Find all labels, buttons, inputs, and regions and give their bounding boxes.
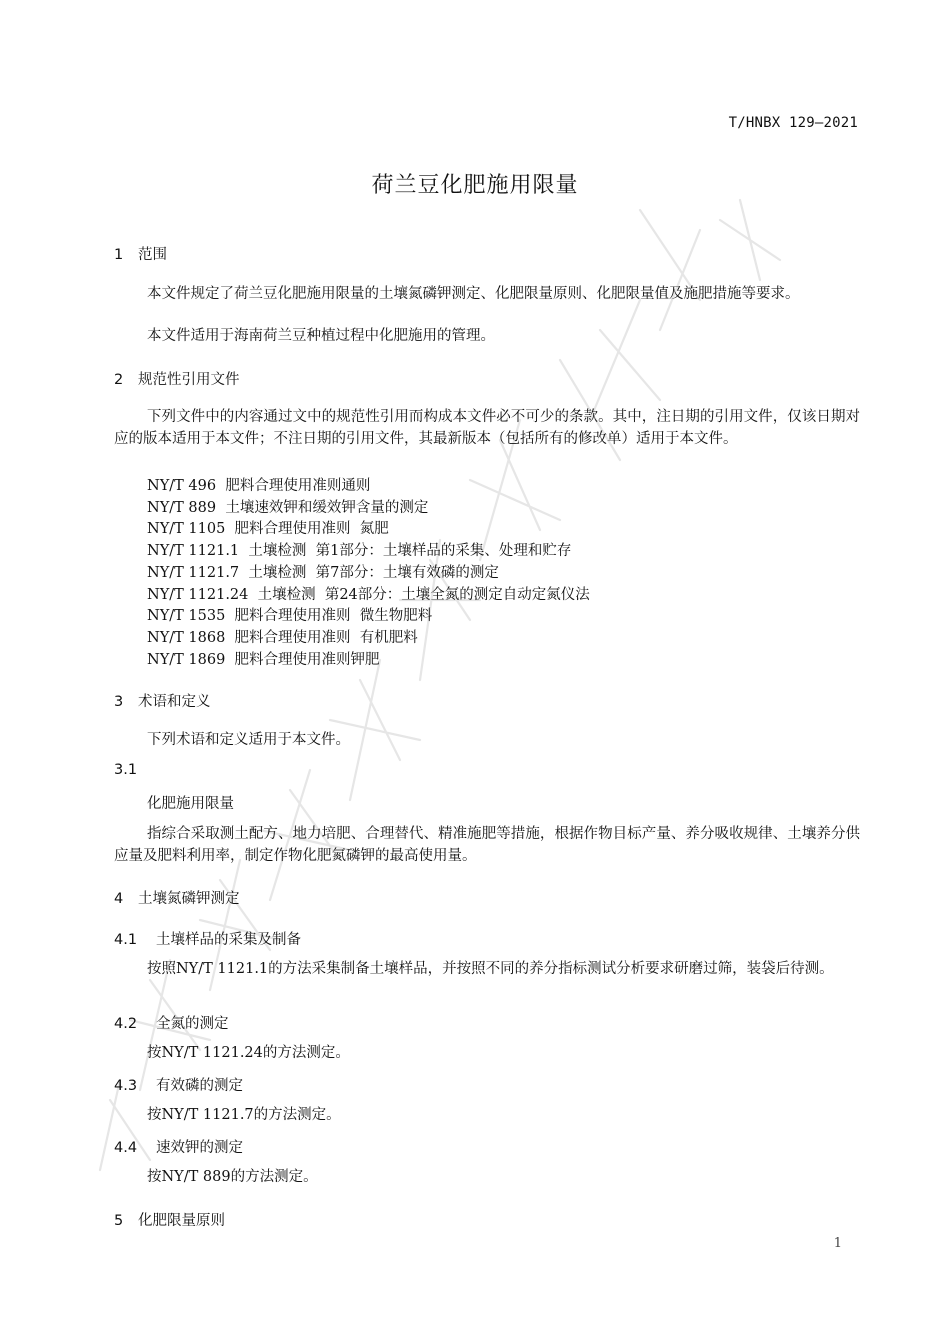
section-number: 3 xyxy=(114,694,124,710)
section-5-heading xyxy=(114,1209,225,1230)
subsection-number: 4.1 xyxy=(114,932,138,948)
subsection-title: 全氮的测定 xyxy=(156,1016,229,1032)
reference-item: NY/T 1868 肥料合理使用准则 有机肥料 xyxy=(147,630,418,646)
section-number: 2 xyxy=(114,372,124,388)
paragraph: 按NY/T 1121.7的方法测定。 xyxy=(147,1107,341,1123)
paragraph: 按NY/T 1121.24的方法测定。 xyxy=(147,1045,350,1061)
section-title: 术语和定义 xyxy=(138,694,211,710)
section-number: 1 xyxy=(114,247,124,263)
section-number: 4 xyxy=(114,891,124,907)
section-title: 范围 xyxy=(138,247,167,263)
subsection-4-4-heading xyxy=(114,1136,243,1157)
subsection-number: 4.4 xyxy=(114,1140,138,1156)
reference-item: NY/T 1121.7 土壤检测 第7部分：土壤有效磷的测定 xyxy=(147,565,499,581)
paragraph: 按照NY/T 1121.1的方法采集制备土壤样品，并按照不同的养分指标测试分析要求研磨过筛，装袋后待测。 xyxy=(147,961,834,977)
subsection-number: 4.3 xyxy=(114,1078,138,1094)
reference-item: NY/T 1105 肥料合理使用准则 氮肥 xyxy=(147,521,389,537)
term-number: 3.1 xyxy=(114,762,138,778)
section-1-heading xyxy=(114,243,167,264)
section-3-heading xyxy=(114,690,211,711)
subsection-number: 4.2 xyxy=(114,1016,138,1032)
reference-item: NY/T 1121.24 土壤检测 第24部分：土壤全氮的测定自动定氮仪法 xyxy=(147,587,590,603)
section-4-heading xyxy=(114,887,240,908)
reference-item: NY/T 889 土壤速效钾和缓效钾含量的测定 xyxy=(147,500,429,516)
section-title: 化肥限量原则 xyxy=(138,1213,225,1229)
paragraph: 本文件适用于海南荷兰豆种植过程中化肥施用的管理。 xyxy=(147,328,495,344)
document-title: 荷兰豆化肥施用限量 xyxy=(371,173,579,198)
page-number: 1 xyxy=(833,1236,842,1251)
section-number: 5 xyxy=(114,1213,124,1229)
reference-item: NY/T 1121.1 土壤检测 第1部分：土壤样品的采集、处理和贮存 xyxy=(147,543,572,559)
subsection-title: 土壤样品的采集及制备 xyxy=(156,932,301,948)
reference-item: NY/T 1869 肥料合理使用准则钾肥 xyxy=(147,652,380,668)
term-definition: 指综合采取测土配方、地力培肥、合理替代、精准施肥等措施，根据作物目标产量、养分吸收规律、土壤养分供应量及肥料利用率，制定作物化肥氮磷钾的最高使用量。 xyxy=(114,826,860,864)
standard-code: T/HNBX 129—2021 xyxy=(728,115,858,131)
reference-item: NY/T 1535 肥料合理使用准则 微生物肥料 xyxy=(147,608,433,624)
section-2-heading xyxy=(114,368,240,389)
section-title: 土壤氮磷钾测定 xyxy=(138,891,240,907)
paragraph: 本文件规定了荷兰豆化肥施用限量的土壤氮磷钾测定、化肥限量原则、化肥限量值及施肥措施等要求。 xyxy=(147,286,800,302)
paragraph: 下列文件中的内容通过文中的规范性引用而构成本文件必不可少的条款。其中，注日期的引用文件，仅该日期对应的版本适用于本文件；不注日期的引用文件，其最新版本（包括所有的修改单）适用于本文件。 xyxy=(114,409,860,447)
paragraph: 下列术语和定义适用于本文件。 xyxy=(147,732,350,748)
reference-item: NY/T 496 肥料合理使用准则通则 xyxy=(147,478,371,494)
subsection-title: 有效磷的测定 xyxy=(156,1078,243,1094)
subsection-4-3-heading xyxy=(114,1074,243,1095)
subsection-4-2-heading xyxy=(114,1012,229,1033)
term-name: 化肥施用限量 xyxy=(147,796,234,812)
paragraph: 按NY/T 889的方法测定。 xyxy=(147,1169,318,1185)
subsection-title: 速效钾的测定 xyxy=(156,1140,243,1156)
subsection-4-1-heading xyxy=(114,928,301,949)
section-title: 规范性引用文件 xyxy=(138,372,240,388)
